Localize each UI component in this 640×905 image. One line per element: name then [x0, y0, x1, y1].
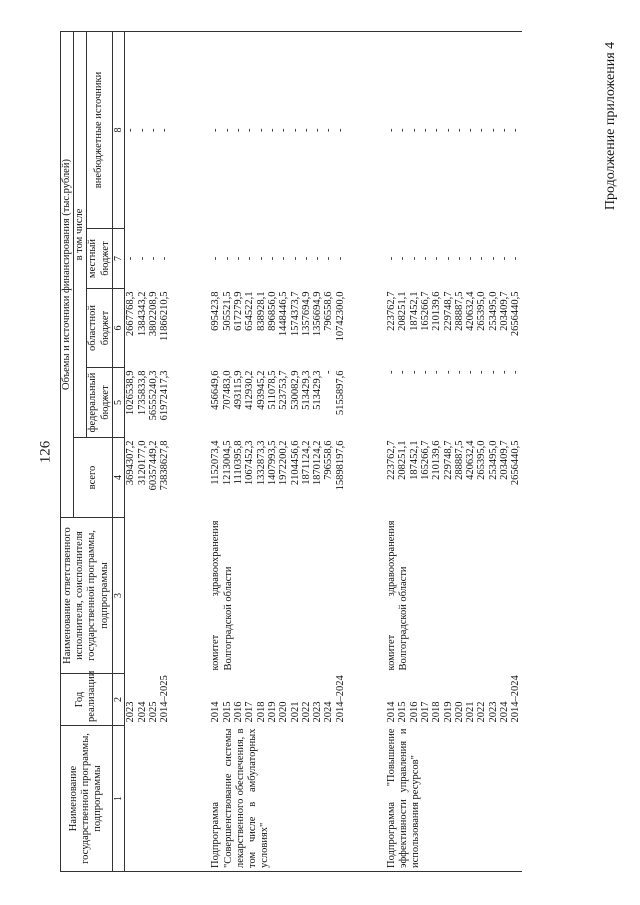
years-value: 2025: [147, 701, 159, 723]
regional-cell: [125, 289, 171, 368]
years-value: 2024: [499, 701, 510, 723]
extra-value: -: [386, 128, 398, 132]
regional-value: 896856,0: [266, 291, 278, 331]
federal-value: 493115,9: [233, 370, 245, 410]
local-value: -: [499, 256, 510, 261]
extra-value: -: [125, 128, 137, 132]
regional-value: 796558,6: [323, 291, 335, 331]
years-value: 2024: [323, 701, 335, 723]
table-row: [210, 31, 346, 871]
local-value: -: [210, 256, 222, 261]
local-value: -: [255, 256, 267, 261]
local-value: -: [442, 256, 454, 261]
rotated-page: [60, 32, 590, 872]
local-value: -: [397, 256, 409, 261]
header-year: Год реализации: [61, 674, 113, 726]
years-value: 2014–2024: [510, 675, 522, 723]
total-value: 60357449,2: [147, 440, 159, 491]
years-value: 2021: [465, 701, 477, 723]
header-extra: внебюджетные источники: [87, 31, 112, 228]
regional-value: 1574373,7: [289, 291, 301, 337]
years-value: 2021: [289, 701, 301, 723]
federal-value: 513429,3: [300, 370, 312, 410]
regional-cell: [210, 289, 346, 368]
total-value: 187452,1: [408, 440, 420, 480]
column-number: 2: [112, 674, 125, 726]
extra-value: -: [300, 128, 312, 132]
total-value: 265395,0: [476, 440, 488, 480]
regional-value: 1448446,5: [278, 291, 290, 337]
years-value: 2017: [419, 701, 431, 723]
regional-value: 420632,4: [465, 291, 477, 331]
regional-value: 229748,7: [442, 291, 454, 331]
header-local: местный бюджет: [87, 229, 112, 289]
total-value: 165266,7: [419, 440, 431, 480]
years-value: 2016: [408, 701, 420, 723]
local-cell: [210, 229, 346, 289]
years-value: 2023: [125, 701, 137, 723]
years-cell: [125, 674, 171, 726]
total-value: 73838627,8: [159, 440, 171, 491]
local-value: -: [221, 256, 233, 261]
total-cell: [386, 438, 522, 518]
total-value: 15898197,6: [334, 440, 346, 491]
extra-value: -: [221, 128, 233, 132]
funding-table: [60, 31, 522, 872]
total-value: 1870124,2: [312, 440, 324, 486]
header-total: всего: [74, 438, 113, 518]
extra-value: -: [453, 128, 465, 132]
extra-value: -: [210, 128, 222, 132]
regional-value: 203409,7: [499, 291, 510, 331]
continuation-title: Продолжение приложения 4: [603, 41, 618, 211]
total-cell: [210, 438, 346, 518]
years-value: 2023: [312, 701, 324, 723]
regional-value: 208251,1: [397, 291, 409, 331]
total-value: 1213004,5: [221, 440, 233, 486]
local-value: -: [323, 256, 335, 261]
local-value: -: [386, 256, 398, 261]
regional-value: 695423,8: [210, 291, 222, 331]
extra-value: -: [476, 128, 488, 132]
years-value: 2019: [266, 701, 278, 723]
total-cell: [125, 438, 171, 518]
federal-value: 61972417,3: [159, 370, 171, 421]
total-value: 3694307,2: [125, 440, 137, 486]
regional-value: 10742300,0: [334, 291, 346, 342]
local-value: -: [431, 256, 443, 261]
regional-value: 223762,7: [386, 291, 398, 331]
total-value: 796558,6: [323, 440, 335, 480]
local-value: -: [334, 256, 346, 261]
years-value: 2018: [255, 701, 267, 723]
federal-value: 412930,2: [244, 370, 256, 410]
total-value: 253495,0: [487, 440, 499, 480]
extra-value: -: [397, 128, 409, 132]
regional-value: 654522,1: [244, 291, 256, 331]
extra-value: -: [419, 128, 431, 132]
extra-value: -: [431, 128, 443, 132]
regional-value: 1384343,2: [136, 291, 148, 337]
local-value: -: [244, 256, 256, 261]
federal-value: 493945,2: [255, 370, 267, 410]
header-regional: областной бюджет: [87, 289, 112, 368]
federal-value: 56555240,3: [147, 370, 159, 421]
local-value: -: [312, 256, 324, 261]
federal-value: -: [487, 370, 499, 374]
local-cell: [386, 229, 522, 289]
extra-value: -: [499, 128, 510, 132]
executor-name: комитет здравоохранения Волгоградской области: [386, 520, 410, 671]
total-value: 208251,1: [397, 440, 409, 480]
total-value: 203409,7: [499, 440, 510, 480]
regional-value: 165266,7: [419, 291, 431, 331]
local-value: -: [159, 256, 171, 261]
regional-value: 288887,5: [453, 291, 465, 331]
federal-value: -: [397, 370, 409, 374]
years-cell: [210, 674, 346, 726]
program-name: Подпрограмма "Повышение эффективности управления и использования ресурсов": [386, 726, 522, 872]
regional-value: 838928,1: [255, 291, 267, 331]
local-value: -: [476, 256, 488, 261]
total-value: 2656440,5: [510, 440, 522, 486]
extra-value: -: [510, 128, 522, 132]
local-value: -: [408, 256, 420, 261]
regional-value: 505521,5: [221, 291, 233, 331]
column-number: 4: [112, 438, 125, 518]
column-number: 5: [112, 368, 125, 438]
federal-value: 523753,7: [278, 370, 290, 410]
table-row: [125, 31, 171, 871]
local-value: -: [125, 256, 137, 261]
total-value: 1152073,4: [210, 440, 222, 485]
federal-cell: [210, 368, 346, 438]
extra-value: -: [147, 128, 159, 132]
years-value: 2014–2025: [159, 675, 171, 723]
extra-cell: [125, 31, 171, 228]
years-value: 2018: [431, 701, 443, 723]
extra-cell: [386, 31, 522, 228]
total-value: 1067452,3: [244, 440, 256, 486]
program-name: Подпрограмма "Совершенствование системы лекарственного обеспечения, в том числе в амбулаторных условиях": [210, 726, 346, 872]
regional-value: 2656440,5: [510, 291, 522, 337]
total-value: 288887,5: [453, 440, 465, 480]
federal-value: -: [442, 370, 454, 374]
federal-value: -: [408, 370, 420, 374]
local-value: -: [465, 256, 477, 261]
total-value: 1110395,8: [233, 440, 245, 485]
column-number: 7: [112, 229, 125, 289]
regional-value: 1357694,9: [300, 291, 312, 337]
extra-value: -: [159, 128, 171, 132]
federal-value: -: [419, 370, 431, 374]
extra-value: -: [255, 128, 267, 132]
extra-value: -: [408, 128, 420, 132]
extra-value: -: [136, 128, 148, 132]
regional-value: 617279,9: [233, 291, 245, 331]
extra-value: -: [323, 128, 335, 132]
local-value: -: [453, 256, 465, 261]
local-value: -: [147, 256, 159, 261]
federal-value: 513429,3: [312, 370, 324, 410]
extra-value: -: [266, 128, 278, 132]
column-number: 1: [112, 726, 125, 872]
total-value: 229748,7: [442, 440, 454, 480]
total-value: 1871124,2: [300, 440, 312, 485]
extra-cell: [210, 31, 346, 228]
header-executor: Наименование ответственного исполнителя, соисполнителя государственной программы, подпрограммы: [61, 518, 113, 674]
column-number: 8: [112, 31, 125, 228]
extra-value: -: [312, 128, 324, 132]
federal-value: 707483,0: [221, 370, 233, 410]
federal-cell: [125, 368, 171, 438]
extra-value: -: [278, 128, 290, 132]
header-including: в том числе: [74, 31, 87, 437]
federal-value: 1026538,9: [125, 370, 137, 416]
years-value: 2016: [233, 701, 245, 723]
years-value: 2020: [453, 701, 465, 723]
table-row: [386, 31, 522, 871]
federal-value: -: [453, 370, 465, 374]
federal-value: 5155897,6: [334, 370, 346, 416]
federal-value: -: [499, 370, 510, 374]
extra-value: -: [334, 128, 346, 132]
years-value: 2022: [476, 701, 488, 723]
total-value: 210139,6: [431, 440, 443, 480]
local-value: -: [487, 256, 499, 261]
years-value: 2014–2024: [334, 675, 346, 723]
federal-value: -: [431, 370, 443, 374]
extra-value: -: [442, 128, 454, 132]
executor-name: [125, 518, 171, 674]
years-value: 2014: [386, 701, 398, 723]
extra-value: -: [465, 128, 477, 132]
local-value: -: [510, 256, 522, 261]
regional-value: 253495,0: [487, 291, 499, 331]
regional-value: 265395,0: [476, 291, 488, 331]
local-value: -: [233, 256, 245, 261]
extra-value: -: [289, 128, 301, 132]
header-funding-group: Объемы и источники финансирования (тыс.рублей): [61, 31, 74, 517]
years-value: 2023: [487, 701, 499, 723]
extra-value: -: [487, 128, 499, 132]
regional-value: 1356694,9: [312, 291, 324, 337]
federal-value: -: [465, 370, 477, 374]
program-name: [125, 726, 171, 872]
regional-value: 2667768,3: [125, 291, 137, 337]
federal-value: -: [323, 370, 335, 374]
federal-value: 511078,5: [266, 370, 278, 410]
extra-value: -: [233, 128, 245, 132]
local-value: -: [278, 256, 290, 261]
regional-cell: [386, 289, 522, 368]
column-number: 3: [112, 518, 125, 674]
column-number: 6: [112, 289, 125, 368]
years-cell: [386, 674, 522, 726]
federal-value: 1735833,8: [136, 370, 148, 416]
total-value: 1332873,3: [255, 440, 267, 486]
federal-cell: [386, 368, 522, 438]
total-value: 1972200,2: [278, 440, 290, 486]
years-value: 2014: [210, 701, 222, 723]
years-value: 2015: [221, 701, 233, 723]
local-cell: [125, 229, 171, 289]
local-value: -: [289, 256, 301, 261]
regional-value: 11866210,5: [159, 291, 171, 341]
local-value: -: [300, 256, 312, 261]
local-value: -: [136, 256, 148, 261]
total-value: 2104456,6: [289, 440, 301, 486]
federal-value: 530082,9: [289, 370, 301, 410]
regional-value: 210139,6: [431, 291, 443, 331]
header-federal: федеральный бюджет: [87, 368, 112, 438]
years-value: 2019: [442, 701, 454, 723]
federal-value: -: [386, 370, 398, 374]
regional-value: 187452,1: [408, 291, 420, 331]
years-value: 2020: [278, 701, 290, 723]
page-number: 126: [37, 440, 54, 464]
header-program-name: Наименование государственной программы, подпрограммы: [61, 726, 113, 872]
local-value: -: [419, 256, 431, 261]
total-value: 420632,4: [465, 440, 477, 480]
total-value: 1407993,5: [266, 440, 278, 486]
years-value: 2022: [300, 701, 312, 723]
federal-value: -: [476, 370, 488, 374]
years-value: 2015: [397, 701, 409, 723]
years-value: 2017: [244, 701, 256, 723]
total-value: 3120177,0: [136, 440, 148, 486]
federal-value: 456649,6: [210, 370, 222, 410]
federal-value: -: [510, 370, 522, 374]
total-value: 223762,7: [386, 440, 398, 480]
years-value: 2024: [136, 701, 148, 723]
extra-value: -: [244, 128, 256, 132]
regional-value: 3802208,9: [147, 291, 159, 337]
table-body: [125, 31, 522, 871]
local-value: -: [266, 256, 278, 261]
executor-name: комитет здравоохранения Волгоградской области: [210, 520, 234, 671]
